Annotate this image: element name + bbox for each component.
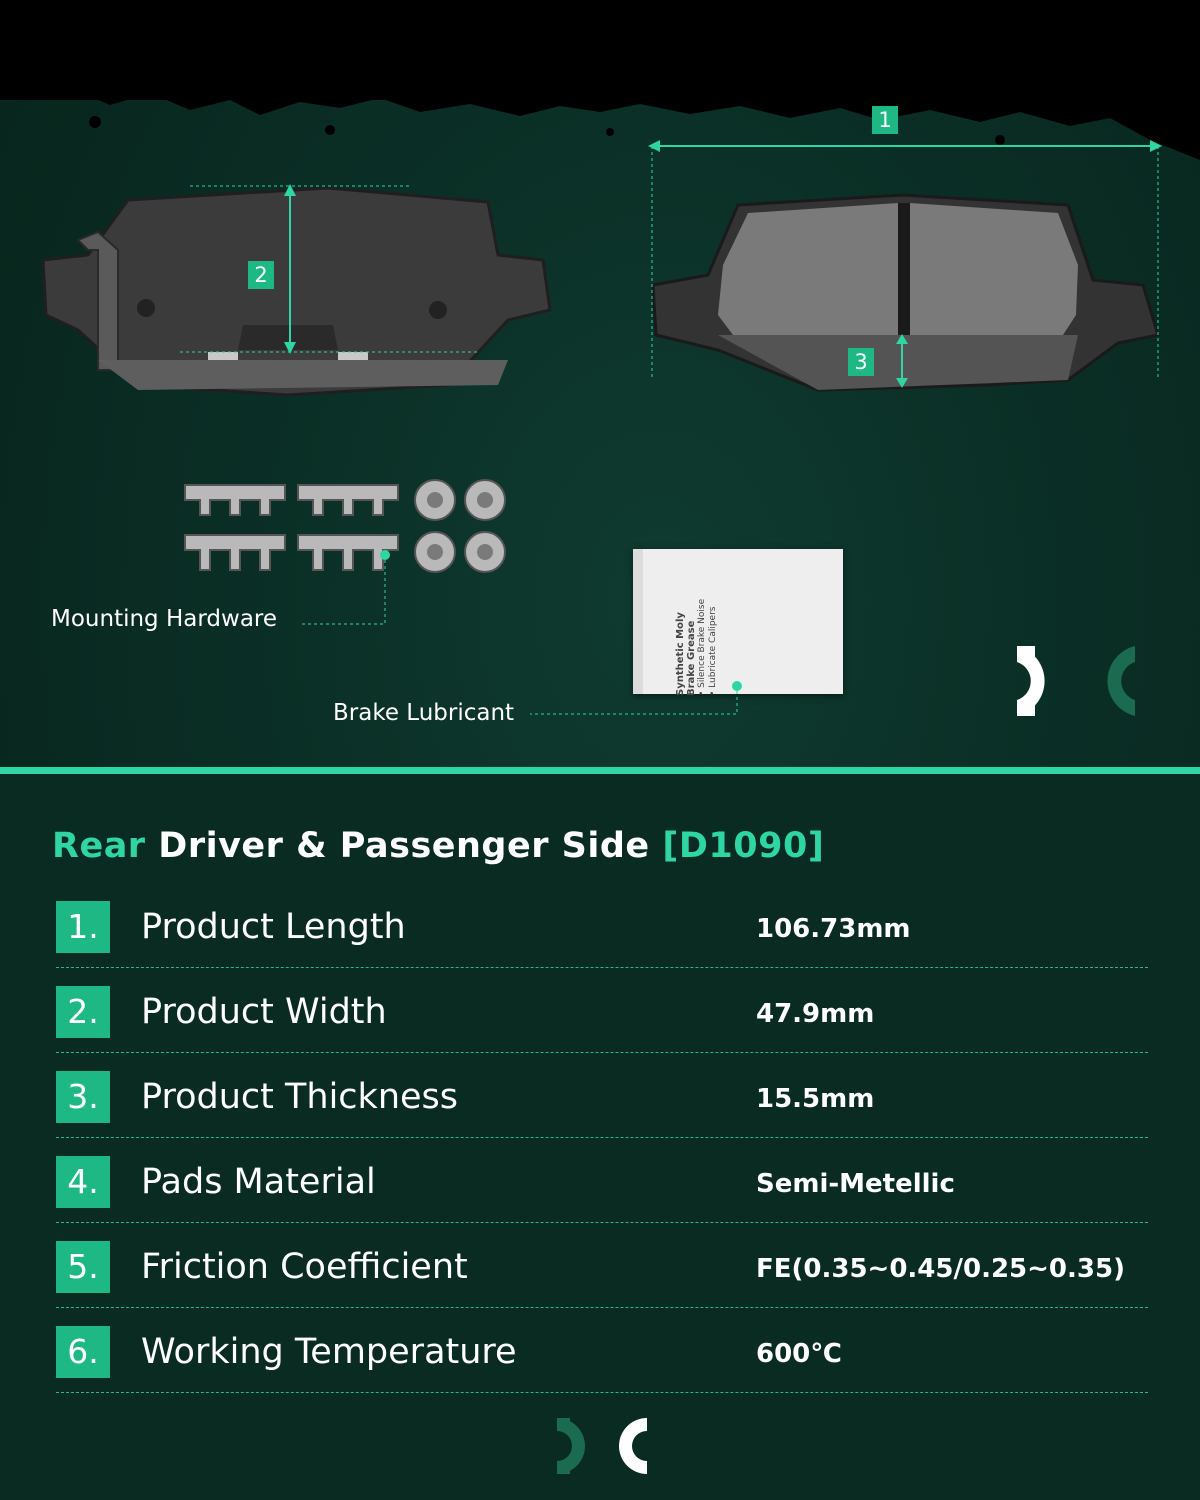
spec-row [56, 1307, 1148, 1393]
heading-position: Rear [52, 826, 146, 866]
spec-label: Product Width [141, 992, 387, 1032]
spec-label: Product Thickness [141, 1077, 458, 1117]
section-divider [0, 767, 1200, 774]
spec-row [56, 1052, 1148, 1138]
spec-value: FE(0.35~0.45/0.25~0.35) [756, 1254, 1125, 1284]
brake-lubricant-label: Brake Lubricant [333, 700, 515, 726]
spec-row [56, 967, 1148, 1053]
dimension-1-badge: 1 [872, 106, 898, 134]
packet-text [675, 546, 719, 696]
spec-row [56, 882, 1148, 968]
brake-lubricant-packet [633, 549, 843, 694]
mounting-hardware-label: Mounting Hardware [51, 606, 278, 632]
dimension-3-badge: 3 [848, 348, 874, 376]
packet-line-1: Synthetic Moly [675, 612, 686, 696]
packet-line-4: • Lubricate Calipers [708, 606, 718, 696]
packet-line-2: Brake Grease [686, 620, 697, 696]
dimension-3-lines [880, 330, 940, 390]
heading-part-number: [D1090] [662, 826, 825, 866]
spec-value: 106.73mm [756, 914, 911, 944]
spec-number: 3. [56, 1071, 110, 1123]
brand-logo [1015, 642, 1140, 720]
dimension-2-lines [180, 180, 500, 360]
spec-heading [52, 826, 824, 866]
spec-number: 5. [56, 1241, 110, 1293]
spec-label: Pads Material [141, 1162, 376, 1202]
spec-label: Working Temperature [141, 1332, 517, 1372]
spec-number: 6. [56, 1326, 110, 1378]
spec-label: Product Length [141, 907, 406, 947]
mounting-hardware-leader [295, 548, 395, 628]
spec-number: 4. [56, 1156, 110, 1208]
spec-value: 15.5mm [756, 1084, 875, 1114]
spec-row [56, 1137, 1148, 1223]
packet-seal [633, 549, 643, 694]
brake-lubricant-leader [525, 680, 745, 720]
dimension-2-badge: 2 [248, 261, 274, 289]
spec-value: 47.9mm [756, 999, 875, 1029]
spec-number: 2. [56, 986, 110, 1038]
spec-row [56, 1222, 1148, 1308]
heading-side: Driver & Passenger Side [145, 826, 663, 866]
brand-logo-footer [555, 1416, 650, 1476]
spec-value: 600℃ [756, 1339, 842, 1369]
packet-line-3: • Silence Brake Noise [697, 598, 707, 696]
spec-label: Friction Coefficient [141, 1247, 468, 1287]
spec-number: 1. [56, 901, 110, 953]
spec-value: Semi-Metellic [756, 1169, 955, 1199]
